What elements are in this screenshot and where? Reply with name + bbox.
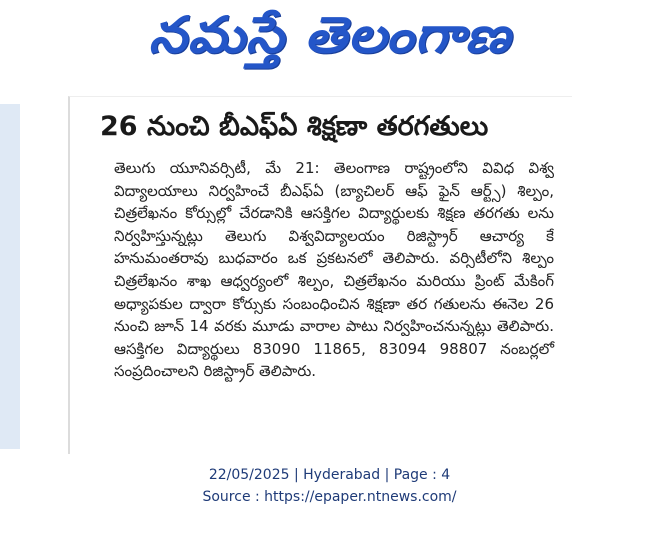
article-body: తెలుగు యూనివర్సిటీ, మే 21: తెలంగాణ రాష్ట్రంలోని వివిధ విశ్వ విద్యాలయాలు నిర్వహించే బీఎఫ్ఏ (బ్యాచిలర్ ఆఫ్ ఫైన్ ఆర్ట్స్) శిల్పం, చిత్రలేఖనం కోర్సుల్లో చేరడానికి ఆసక్తిగల విద్యార్థులకు శిక్షణ తరగతు లను నిర్వహిస్తున్నట్లు తెలుగు విశ్వవిద్యాలయం రిజిస్ట్రార్ ఆచార్య కే హనుమంతరావు బుధవారం ఒక ప్రకటనలో తెలిపారు. వర్సిటీలోని శిల్పం చిత్రలేఖనం శాఖ ఆధ్వర్యంలో శిల్పం, చిత్రలేఖనం మరియు ప్రింట్ మేకింగ్ అధ్యాపకుల ద్వారా కోర్సుకు సంబంధించిన శిక్షణా తర గతులను ఈనెల 26 నుంచి జూన్ 14 వరకు మూడు వారాల పాటు నిర్వహించనున్నట్లు తెలిపారు. ఆసక్తిగల విద్యార్థులు 83090 11865, 83094 98807 నంబర్లలో సంప్రదించాలని రిజిస్ట్రార్ తెలిపారు.: [114, 159, 554, 381]
footer: [0, 464, 659, 508]
publication-date-line: 22/05/2025 | Hyderabad | Page : 4: [208, 467, 451, 483]
article-headline: 26 నుంచి బీఎఫ్ఏ శిక్షణా తరగతులు: [100, 111, 489, 142]
side-strip: [0, 104, 20, 449]
article-clipping: [68, 96, 572, 454]
source-line: Source : https://epaper.ntnews.com/: [202, 489, 457, 505]
masthead: [0, 0, 659, 82]
newspaper-logo: నమస్తే తెలంగాణ: [148, 5, 511, 64]
